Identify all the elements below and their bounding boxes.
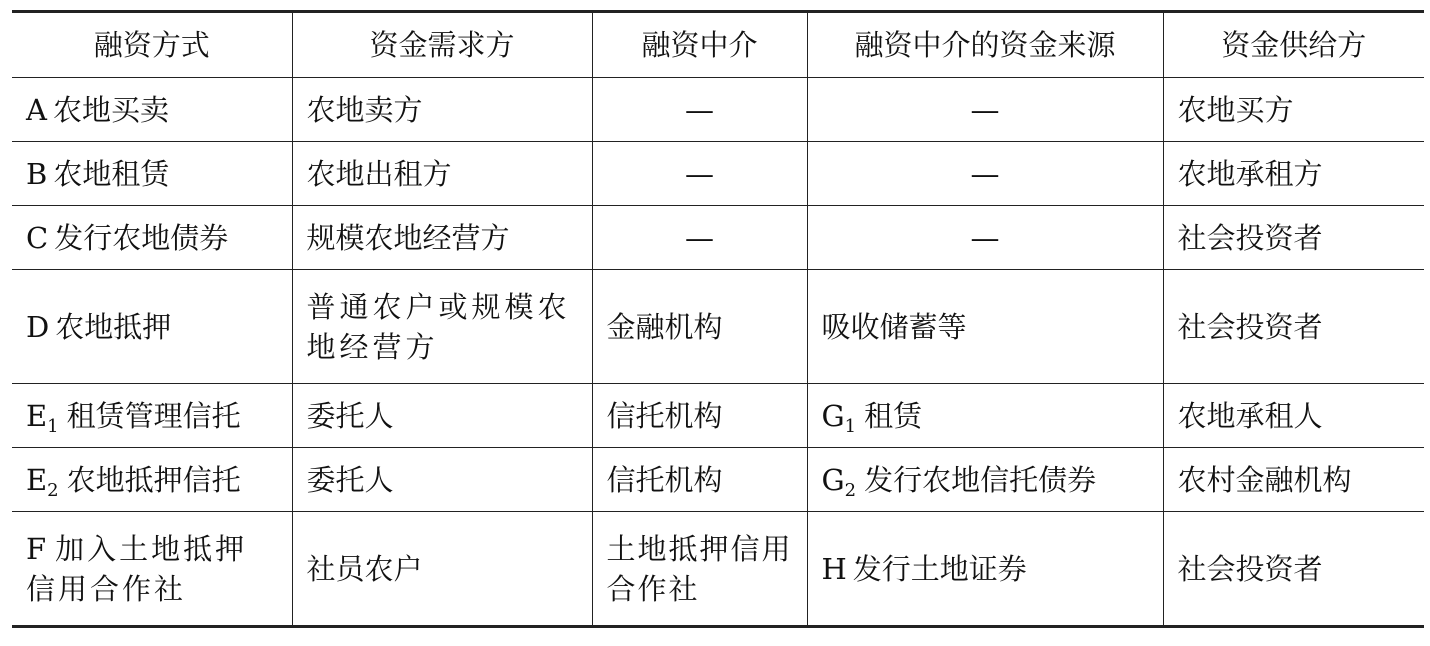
cell-intermediary: — bbox=[592, 142, 807, 206]
cell-fund-demander: 委托人 bbox=[292, 384, 592, 448]
cell-financing-mode bbox=[12, 206, 292, 270]
cell-fund-source: — bbox=[807, 206, 1163, 270]
row-letter: C bbox=[26, 220, 49, 255]
cell-fund-supplier: 农地买方 bbox=[1163, 78, 1424, 142]
cell-financing-mode bbox=[12, 270, 292, 384]
cell-fund-source: 吸收储蓄等 bbox=[807, 270, 1163, 384]
cell-fund-source bbox=[807, 384, 1163, 448]
table-header-row bbox=[12, 12, 1424, 78]
source-letter: H bbox=[821, 551, 847, 586]
cell-intermediary: 信托机构 bbox=[592, 384, 807, 448]
cell-fund-demander: 普通农户或规模农地经营方 bbox=[292, 270, 592, 384]
row-letter: A bbox=[26, 92, 47, 127]
cell-fund-supplier: 社会投资者 bbox=[1163, 270, 1424, 384]
header-financing-mode: 融资方式 bbox=[12, 12, 292, 78]
cell-intermediary: 信托机构 bbox=[592, 448, 807, 512]
cell-fund-supplier: 农村金融机构 bbox=[1163, 448, 1424, 512]
cell-fund-demander: 规模农地经营方 bbox=[292, 206, 592, 270]
row-letter: D bbox=[26, 309, 50, 344]
cell-fund-source bbox=[807, 512, 1163, 627]
cell-fund-source: — bbox=[807, 142, 1163, 206]
table-row bbox=[12, 142, 1424, 206]
cell-fund-supplier: 社会投资者 bbox=[1163, 206, 1424, 270]
row-letter: E bbox=[26, 398, 48, 433]
cell-fund-supplier: 社会投资者 bbox=[1163, 512, 1424, 627]
mode-text: 加入土地抵押信用合作社 bbox=[26, 531, 248, 606]
source-text: 发行农地信托债券 bbox=[864, 462, 1097, 497]
cell-fund-demander: 社员农户 bbox=[292, 512, 592, 627]
financing-table bbox=[12, 10, 1424, 628]
table-row bbox=[12, 512, 1424, 627]
source-letter-subscript: 2 bbox=[844, 479, 857, 501]
cell-fund-demander: 农地出租方 bbox=[292, 142, 592, 206]
table-row bbox=[12, 206, 1424, 270]
source-letter: G bbox=[821, 398, 845, 433]
cell-fund-source: — bbox=[807, 78, 1163, 142]
mode-text: 农地买卖 bbox=[52, 92, 169, 127]
table-row bbox=[12, 270, 1424, 384]
source-text: 租赁 bbox=[864, 398, 923, 433]
cell-financing-mode bbox=[12, 142, 292, 206]
cell-fund-source bbox=[807, 448, 1163, 512]
mode-text: 农地租赁 bbox=[53, 156, 170, 191]
cell-intermediary: — bbox=[592, 206, 807, 270]
cell-fund-demander: 委托人 bbox=[292, 448, 592, 512]
header-fund-supplier: 资金供给方 bbox=[1163, 12, 1424, 78]
row-letter: E bbox=[26, 462, 48, 497]
row-letter: F bbox=[26, 531, 50, 566]
source-letter-subscript: 1 bbox=[844, 415, 857, 437]
cell-intermediary: 金融机构 bbox=[592, 270, 807, 384]
header-intermediary: 融资中介 bbox=[592, 12, 807, 78]
row-letter-subscript: 1 bbox=[47, 415, 59, 437]
row-letter-subscript: 2 bbox=[47, 479, 59, 501]
table-row bbox=[12, 448, 1424, 512]
source-text: 发行土地证券 bbox=[852, 551, 1027, 586]
cell-financing-mode bbox=[12, 78, 292, 142]
cell-intermediary: 土地抵押信用合作社 bbox=[592, 512, 807, 627]
cell-fund-supplier: 农地承租方 bbox=[1163, 142, 1424, 206]
table-row bbox=[12, 384, 1424, 448]
source-letter: G bbox=[821, 462, 845, 497]
header-intermediary-fund-source: 融资中介的资金来源 bbox=[807, 12, 1163, 78]
cell-financing-mode bbox=[12, 448, 292, 512]
cell-fund-demander: 农地卖方 bbox=[292, 78, 592, 142]
table-row bbox=[12, 78, 1424, 142]
cell-fund-supplier: 农地承租人 bbox=[1163, 384, 1424, 448]
row-letter: B bbox=[26, 156, 48, 191]
mode-text: 农地抵押 bbox=[55, 309, 172, 344]
mode-text: 发行农地债券 bbox=[54, 220, 229, 255]
header-fund-demander: 资金需求方 bbox=[292, 12, 592, 78]
cell-intermediary: — bbox=[592, 78, 807, 142]
cell-financing-mode bbox=[12, 384, 292, 448]
cell-financing-mode bbox=[12, 512, 292, 627]
mode-text: 农地抵押信托 bbox=[66, 462, 241, 497]
mode-text: 租赁管理信托 bbox=[66, 398, 241, 433]
